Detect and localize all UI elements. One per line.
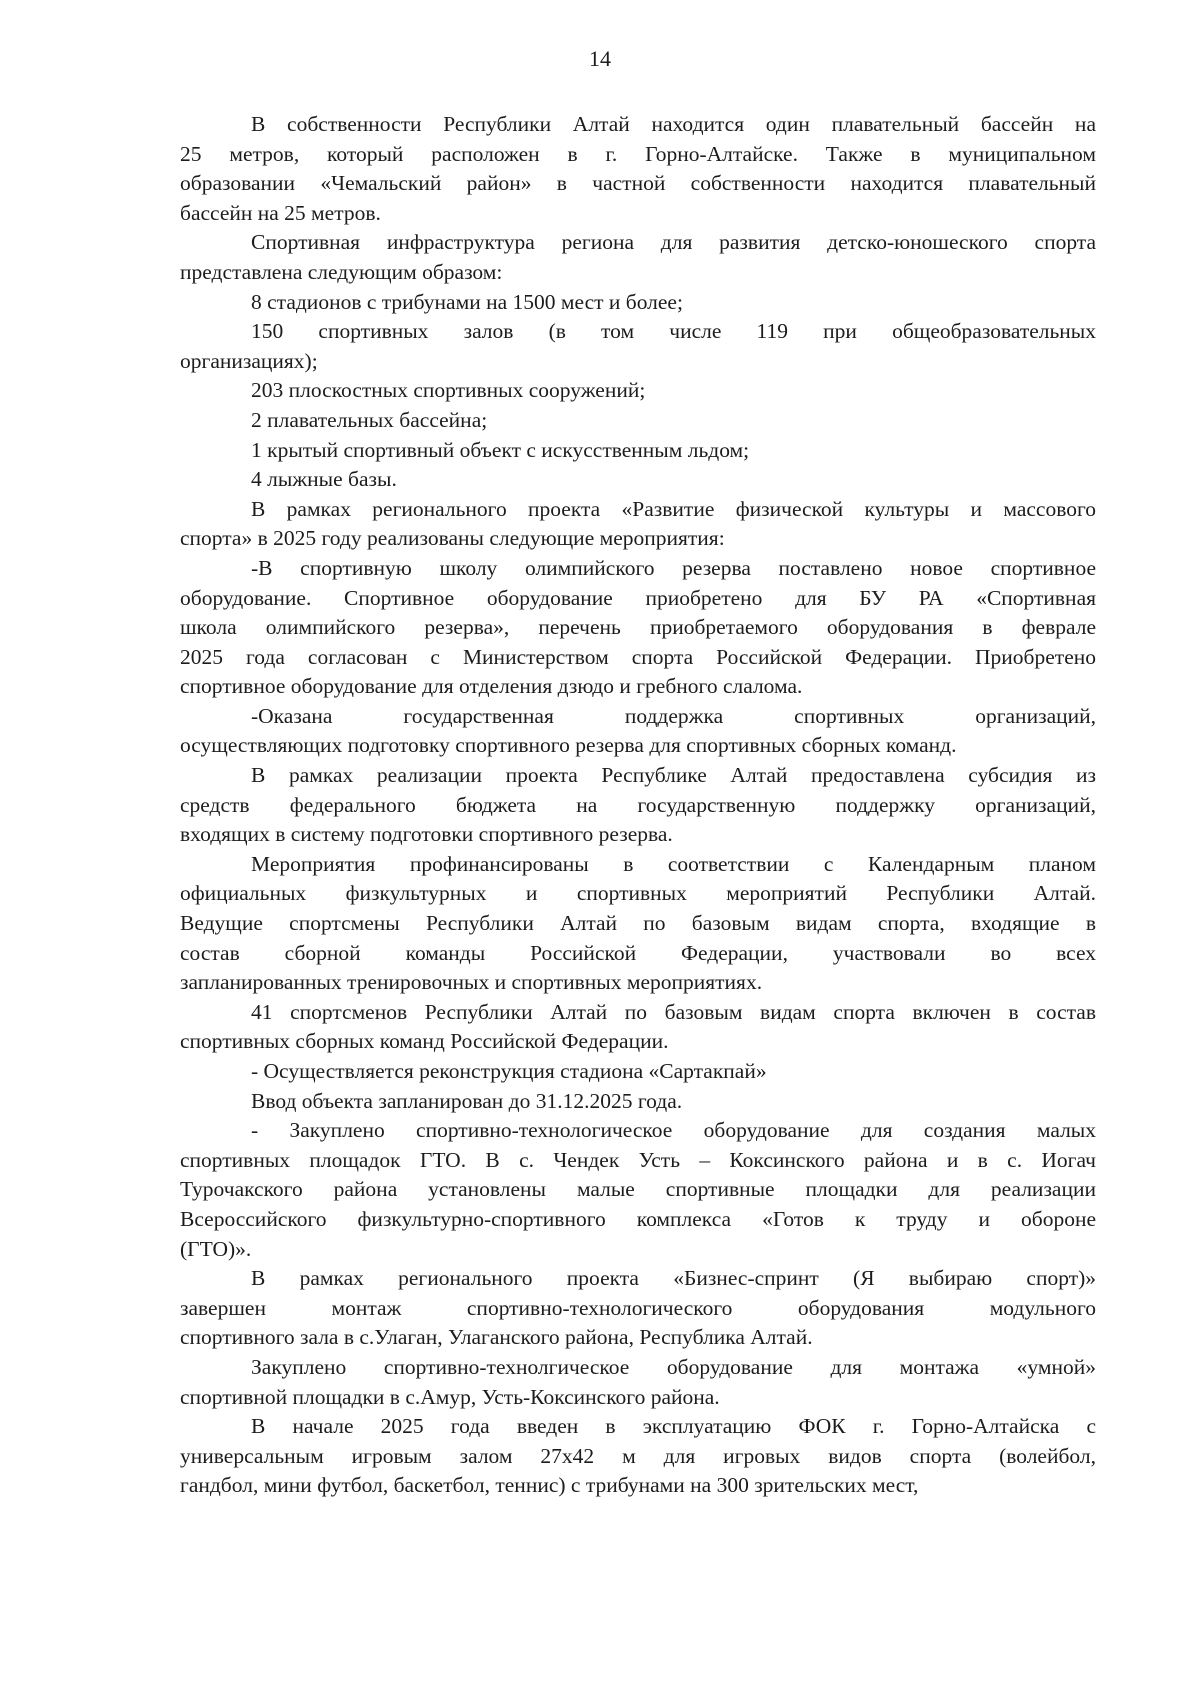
document-body (180, 110, 1096, 1501)
text-line: гандбол, мини футбол, баскетбол, теннис) с трибунами на 300 зрительских мест, (180, 1473, 919, 1498)
paragraph (180, 554, 1096, 702)
text-line: 203 плоскостных спортивных сооружений; (251, 378, 646, 403)
text-line: официальных физкультурных и спортивных мероприятий Республики Алтай. (180, 881, 1096, 906)
text-line: спортивной площадки в с.Амур, Усть-Коксинского района. (180, 1384, 720, 1409)
text-line: 2025 года согласован с Министерством спорта Российской Федерации. Приобретено (180, 644, 1096, 669)
text-line: спортивных площадок ГТО. В с. Чендек Усть – Коксинского района и в с. Иогач (180, 1147, 1096, 1172)
paragraph (180, 1116, 1096, 1264)
text-line: входящих в систему подготовки спортивного резерва. (180, 822, 673, 847)
paragraph (180, 465, 1096, 495)
paragraph (180, 1353, 1096, 1412)
paragraph (180, 288, 1096, 318)
text-line: спортивных сборных команд Российской Федерации. (180, 1029, 669, 1054)
text-line: представлена следующим образом: (180, 259, 503, 284)
paragraph (180, 495, 1096, 554)
text-line: школа олимпийского резерва», перечень приобретаемого оборудования в феврале (180, 615, 1096, 640)
paragraph (180, 1264, 1096, 1353)
text-line: В рамках регионального проекта «Развитие физической культуры и массового (251, 496, 1096, 521)
paragraph (180, 1057, 1096, 1087)
text-line: спортивное оборудование для отделения дзюдо и гребного слалома. (180, 674, 803, 699)
text-line: завершен монтаж спортивно-технологического оборудования модульного (180, 1295, 1096, 1320)
paragraph (180, 317, 1096, 376)
page-number: 14 (589, 46, 611, 71)
text-line: 41 спортсменов Республики Алтай по базовым видам спорта включен в состав (251, 999, 1096, 1024)
paragraph (180, 110, 1096, 228)
text-line: осуществляющих подготовку спортивного резерва для спортивных сборных команд. (180, 733, 957, 758)
text-line: бассейн на 25 метров. (180, 200, 381, 225)
text-line: В рамках регионального проекта «Бизнес-спринт (Я выбираю спорт)» (251, 1266, 1096, 1291)
text-line: - Осуществляется реконструкция стадиона «Сартакпай» (251, 1059, 767, 1083)
text-line: Мероприятия профинансированы в соответствии с Календарным планом (251, 851, 1096, 876)
paragraph (180, 702, 1096, 761)
text-line: спорта» в 2025 году реализованы следующие мероприятия: (180, 526, 725, 551)
text-line: В рамках реализации проекта Республике Алтай предоставлена субсидия из (251, 763, 1096, 788)
paragraph (180, 406, 1096, 436)
text-line: 4 лыжные базы. (251, 467, 397, 492)
text-line: Ввод объекта запланирован до 31.12.2025 года. (251, 1088, 683, 1113)
text-line: 150 спортивных залов (в том числе 119 при общеобразовательных (251, 319, 1096, 344)
text-line: Всероссийского физкультурно-спортивного комплекса «Готов к труду и обороне (180, 1206, 1096, 1231)
text-line: средств федерального бюджета на государственную поддержку организаций, (180, 792, 1096, 817)
text-line: 2 плавательных бассейна; (251, 407, 488, 432)
paragraph (180, 1087, 1096, 1117)
text-line: спортивного зала в с.Улаган, Улаганского района, Республика Алтай. (180, 1325, 813, 1350)
text-line: универсальным игровым залом 27х42 м для игровых видов спорта (волейбол, (180, 1443, 1096, 1468)
text-line: образовании «Чемальский район» в частной собственности находится плавательный (180, 171, 1096, 196)
text-line: Спортивная инфраструктура региона для развития детско-юношеского спорта (251, 230, 1096, 255)
text-line: состав сборной команды Российской Федерации, участвовали во всех (180, 940, 1096, 965)
paragraph (180, 376, 1096, 406)
text-line: В собственности Республики Алтай находится один плавательный бассейн на (251, 112, 1096, 136)
text-line: (ГТО)». (180, 1236, 252, 1261)
text-line: В начале 2025 года введен в эксплуатацию ФОК г. Горно-Алтайска с (251, 1414, 1096, 1439)
paragraph (180, 228, 1096, 287)
paragraph (180, 998, 1096, 1057)
text-line: 25 метров, который расположен в г. Горно-Алтайске. Также в муниципальном (180, 141, 1096, 166)
paragraph (180, 761, 1096, 850)
text-line: оборудование. Спортивное оборудование приобретено для БУ РА «Спортивная (180, 585, 1096, 610)
text-line: -В спортивную школу олимпийского резерва поставлено новое спортивное (251, 555, 1096, 580)
text-line: 8 стадионов с трибунами на 1500 мест и более; (251, 289, 683, 314)
text-line: Закуплено спортивно-технолгическое оборудование для монтажа «умной» (251, 1354, 1096, 1379)
text-line: Турочакского района установлены малые спортивные площадки для реализации (180, 1177, 1096, 1202)
paragraph (180, 436, 1096, 466)
paragraph (180, 850, 1096, 998)
text-line: организациях); (180, 348, 318, 373)
text-line: -Оказана государственная поддержка спортивных организаций, (251, 703, 1096, 728)
text-line: Ведущие спортсмены Республики Алтай по базовым видам спорта, входящие в (180, 911, 1096, 936)
paragraph (180, 1412, 1096, 1501)
text-line: 1 крытый спортивный объект с искусственным льдом; (251, 437, 750, 462)
text-line: - Закуплено спортивно-технологическое оборудование для создания малых (251, 1118, 1096, 1143)
text-line: запланированных тренировочных и спортивных мероприятиях. (180, 970, 763, 995)
